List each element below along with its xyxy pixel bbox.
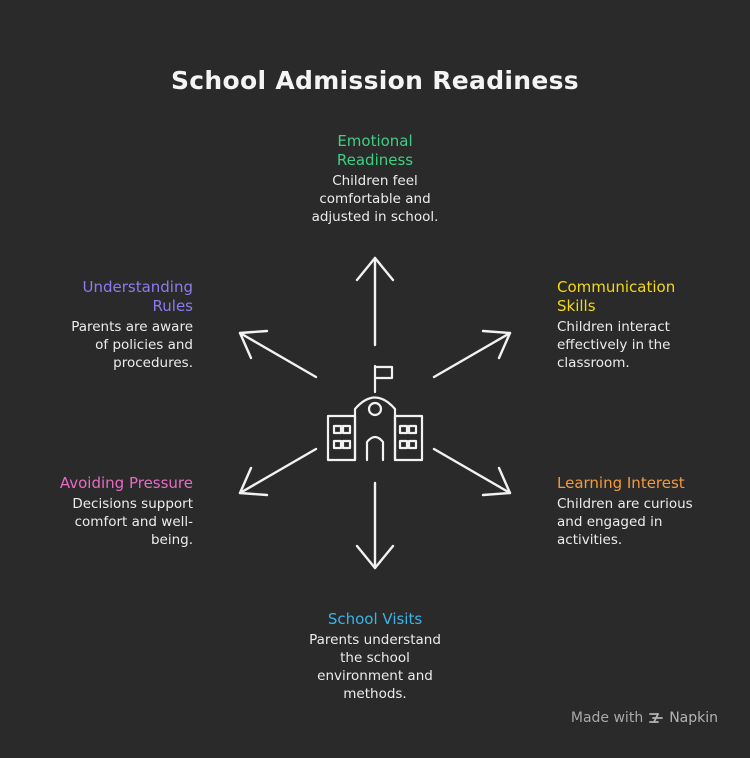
item-description: Children interact effectively in the classroom.: [557, 319, 671, 371]
item-description: Children feel comfortable and adjusted in school.: [311, 173, 439, 225]
arrow-up-right: [434, 331, 510, 377]
item-avoiding-pressure: [20, 474, 193, 549]
napkin-logo-icon: [649, 711, 663, 725]
item-emotional-readiness: [290, 132, 460, 226]
item-understanding-rules: [30, 278, 193, 372]
item-heading: School Visits: [327, 610, 423, 628]
diagram-title: School Admission Readiness: [171, 66, 579, 95]
item-heading: Understanding Rules: [82, 278, 193, 315]
item-description: Decisions support comfort and well- being.: [72, 496, 193, 548]
arrow-up: [357, 258, 393, 345]
arrow-up-left: [240, 331, 316, 377]
item-learning-interest: [557, 474, 732, 549]
arrow-down: [357, 483, 393, 568]
item-description: Parents understand the school environment and methods.: [309, 632, 441, 702]
arrow-down-left: [240, 449, 316, 495]
napkin-brand-label: Napkin: [669, 710, 718, 726]
item-heading: Avoiding Pressure: [59, 474, 193, 492]
made-with-napkin[interactable]: [571, 710, 718, 726]
arrow-down-right: [434, 449, 510, 495]
school-building-icon: [328, 366, 422, 460]
made-with-label: Made with: [570, 710, 644, 726]
item-heading: Communication Skills: [557, 278, 676, 315]
item-description: Children are curious and engaged in activities.: [557, 496, 693, 548]
item-school-visits: [285, 610, 465, 703]
item-description: Parents are aware of policies and procedures.: [71, 319, 193, 371]
item-heading: Emotional Readiness: [336, 132, 414, 169]
item-communication-skills: [557, 278, 732, 372]
item-heading: Learning Interest: [557, 474, 685, 492]
